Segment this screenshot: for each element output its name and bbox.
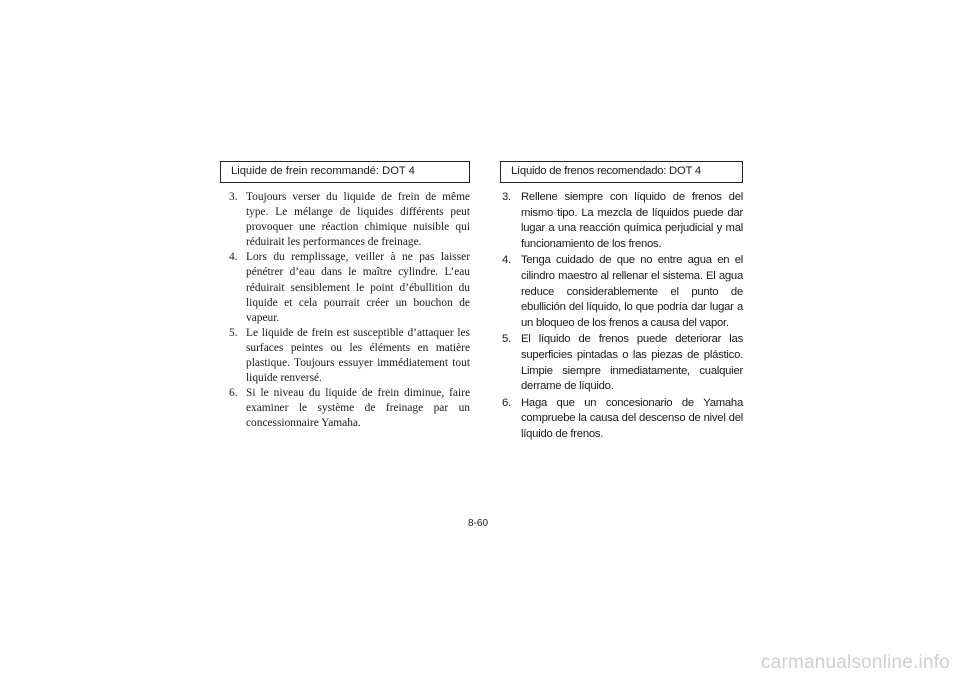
list-item (500, 332, 743, 394)
french-instruction-list (220, 190, 470, 432)
french-spec-box (220, 161, 470, 183)
list-item-number: 4. (229, 251, 238, 264)
list-item-text: Rellene siempre con líquido de frenos del mismo tipo. La mezcla de líquidos puede dar lugar a una reacción química perjudicial y mal funcionamiento de los frenos. (521, 191, 743, 250)
spanish-column (500, 161, 743, 444)
spanish-spec-text: Líquido de frenos recomendado: DOT 4 (511, 165, 701, 178)
list-item (500, 190, 743, 252)
list-item-number: 3. (502, 191, 511, 203)
page-number: 8-60 (468, 518, 489, 529)
spanish-instruction-list (500, 190, 743, 443)
watermark-text: carmanualsonline.info (760, 652, 950, 673)
list-item-text: Le liquide de frein est susceptible d’attaquer les surfaces peintes ou les éléments en matière plastique. Toujours essuyer immédiatement tout liquide renversé. (246, 326, 470, 385)
list-item (220, 190, 470, 250)
list-item (220, 250, 470, 325)
list-item (500, 253, 743, 331)
list-item-text: Si le niveau du liquide de frein diminue, faire examiner le système de freinage par un concessionnaire Yamaha. (246, 387, 470, 430)
list-item (220, 386, 470, 431)
spanish-spec-box (500, 161, 743, 183)
list-item-text: El líquido de frenos puede deteriorar las superficies pintadas o las piezas de plástico. Limpie siempre inmediatamente, cualquier derrame de líquido. (521, 333, 743, 393)
list-item-number: 3. (229, 191, 238, 203)
french-column (220, 161, 470, 432)
list-item-text: Lors du remplissage, veiller à ne pas laisser pénétrer d’eau dans le maître cylindre. L’eau réduirait sensiblement le point d’ébullition du liquide et cela pourrait créer un bouchon de vapeur. (246, 251, 470, 324)
list-item-number: 5. (229, 326, 238, 339)
french-spec-text: Liquide de frein recommandé: DOT 4 (231, 165, 415, 178)
list-item-text: Toujours verser du liquide de frein de même type. Le mélange de liquides différents peut provoquer une réaction chimique nuisible qui réduirait les performances de freinage. (246, 191, 470, 249)
list-item-text: Tenga cuidado de que no entre agua en el cilindro maestro al rellenar el sistema. El agua reduce considerablemente el punto de ebullición del líquido, lo que podría dar lugar a un bloqueo de los frenos a causa del vapor. (521, 254, 743, 329)
list-item-number: 6. (229, 387, 238, 400)
list-item-text: Haga que un concesionario de Yamaha compruebe la causa del descenso de nivel del líquido de frenos. (521, 396, 743, 440)
list-item (220, 326, 470, 386)
list-item-number: 4. (502, 254, 511, 267)
list-item (500, 396, 743, 443)
list-item-number: 5. (502, 333, 511, 346)
list-item-number: 6. (502, 396, 511, 409)
